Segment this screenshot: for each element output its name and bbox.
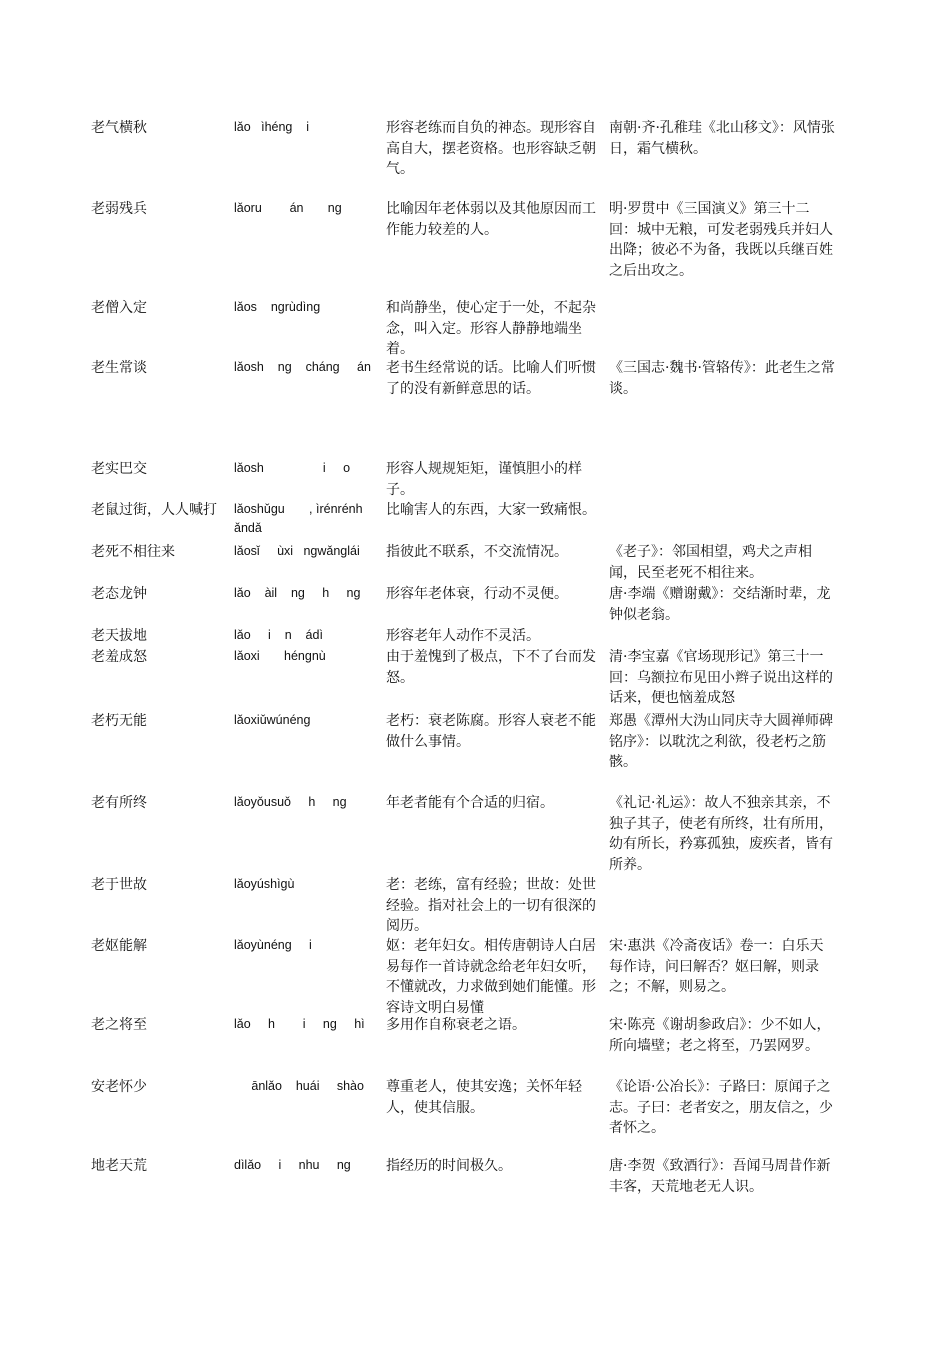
idiom-term: 老鼠过街，人人喊打	[91, 502, 217, 518]
idiom-term: 老之将至	[91, 1017, 147, 1033]
idiom-source: 唐·李贺《致酒行》：吾闻马周昔作新丰客，天荒地老无人识。	[609, 1158, 831, 1195]
idiom-source: 清·李宝嘉《官场现形记》第三十一回：乌额拉布见田小辫子说出这样的话来，便也恼羞成怒	[609, 649, 833, 706]
idiom-pinyin: lǎoru án ng	[234, 201, 342, 215]
idiom-source: 宋·惠洪《冷斋夜话》卷一：白乐天每作诗，问曰解否？妪曰解，则录之；不解，则易之。	[609, 938, 824, 995]
idiom-pinyin: lǎoxi héngnù	[234, 649, 326, 663]
idiom-meaning: 形容老练而自负的神态。现形容自高自大，摆老资格。也形容缺乏朝气。	[386, 120, 596, 177]
idiom-source: 郑愚《潭州大沩山同庆寺大圆禅师碑铭序》：以耽沈之利欲，役老朽之筋骸。	[609, 713, 833, 770]
idiom-pinyin: lǎo ìhéng i	[234, 120, 310, 134]
idiom-term: 老有所终	[91, 795, 147, 811]
idiom-meaning: 由于羞愧到了极点，下不了台而发怒。	[386, 649, 596, 686]
idiom-pinyin: lǎosǐ ùxi ngwǎnglái	[234, 544, 360, 558]
idiom-meaning: 年老者能有个合适的归宿。	[386, 795, 554, 811]
idiom-pinyin: lǎosh ng cháng án	[234, 360, 371, 374]
idiom-pinyin: dìlǎo i nhu ng	[234, 1158, 351, 1172]
idiom-term: 老妪能解	[91, 938, 147, 954]
idiom-term: 老天拔地	[91, 628, 147, 644]
idiom-term: 老死不相往来	[91, 544, 175, 560]
idiom-meaning: 老朽：衰老陈腐。形容人衰老不能做什么事情。	[386, 713, 596, 750]
idiom-source: 南朝·齐·孔稚珪《北山移文》：风情张日，霜气横秋。	[609, 120, 835, 157]
idiom-meaning: 指经历的时间极久。	[386, 1158, 512, 1174]
idiom-meaning: 尊重老人，使其安逸；关怀年轻人，使其信服。	[386, 1079, 582, 1116]
idiom-source: 唐·李端《赠谢戴》：交结渐时辈，龙钟似老翁。	[609, 586, 831, 623]
idiom-meaning: 老：老练，富有经验；世故：处世经验。指对社会上的一切有很深的阅历。	[386, 877, 596, 934]
idiom-meaning: 妪：老年妇女。相传唐朝诗人白居易每作一首诗就念给老年妇女听，不懂就改，力求做到她们能懂。形容诗文明白易懂	[386, 938, 596, 1016]
idiom-pinyin: lǎoxiǔwúnéng	[234, 713, 311, 727]
idiom-term: 地老天荒	[91, 1158, 147, 1174]
idiom-term: 老弱残兵	[91, 201, 147, 217]
idiom-meaning: 老书生经常说的话。比喻人们听惯了的没有新鲜意思的话。	[386, 360, 596, 397]
idiom-pinyin: ānlǎo huái shào	[234, 1079, 364, 1093]
idiom-source: 宋·陈亮《谢胡参政启》：少不如人，所向墙壁；老之将至，乃罢网罗。	[609, 1017, 831, 1054]
idiom-meaning: 指彼此不联系，不交流情况。	[386, 544, 568, 560]
idiom-source: 《三国志·魏书·管辂传》：此老生之常谈。	[609, 360, 835, 397]
idiom-pinyin: lǎo h i ng hì	[234, 1017, 365, 1031]
idiom-source: 《论语·公冶长》：子路曰：原闻子之志。子曰：老者安之，朋友信之，少者怀之。	[609, 1079, 833, 1136]
idiom-pinyin: lǎo àil ng h ng	[234, 586, 361, 600]
idiom-term: 老于世故	[91, 877, 147, 893]
idiom-pinyin: lǎo i n ádì	[234, 628, 323, 642]
idiom-pinyin: lǎoyǒusuǒ h ng	[234, 795, 347, 809]
idiom-meaning: 多用作自称衰老之语。	[386, 1017, 526, 1033]
idiom-source: 《老子》：邻国相望，鸡犬之声相闻，民至老死不相往来。	[609, 544, 812, 581]
idiom-source: 明·罗贯中《三国演义》第三十二回：城中无粮，可发老弱残兵并妇人出降；彼必不为备，我既以兵继百姓之后出攻之。	[609, 201, 833, 279]
idiom-meaning: 形容年老体衰，行动不灵便。	[386, 586, 568, 602]
idiom-meaning: 和尚静坐，使心定于一处，不起杂念，叫入定。形容人静静地端坐着。	[386, 300, 596, 357]
idiom-meaning: 形容老年人动作不灵活。	[386, 628, 540, 644]
idiom-pinyin: lǎos ngrùdìng	[234, 300, 321, 314]
idiom-term: 老态龙钟	[91, 586, 147, 602]
idiom-pinyin: lǎoyùnéng i	[234, 938, 312, 952]
idiom-meaning: 形容人规规矩矩，谨慎胆小的样子。	[386, 461, 582, 498]
idiom-term: 老朽无能	[91, 713, 147, 729]
idiom-term: 安老怀少	[91, 1079, 147, 1095]
idiom-source: 《礼记·礼运》：故人不独亲其亲，不独子其子，使老有所终，壮有所用，幼有所长，矜寡孤独，废疾者，皆有所养。	[609, 795, 833, 873]
idiom-pinyin: lǎoyúshìgù	[234, 877, 295, 891]
idiom-pinyin: lǎoshǔgu , ìrénrénh ǎndǎ	[234, 502, 363, 535]
idiom-term: 老生常谈	[91, 360, 147, 376]
idiom-pinyin: lǎosh i o	[234, 461, 351, 475]
idiom-term: 老实巴交	[91, 461, 147, 477]
idiom-meaning: 比喻害人的东西，大家一致痛恨。	[386, 502, 596, 518]
idiom-term: 老僧入定	[91, 300, 147, 316]
idiom-term: 老气横秋	[91, 120, 147, 136]
idiom-term: 老羞成怒	[91, 649, 147, 665]
idiom-meaning: 比喻因年老体弱以及其他原因而工作能力较差的人。	[386, 201, 596, 238]
